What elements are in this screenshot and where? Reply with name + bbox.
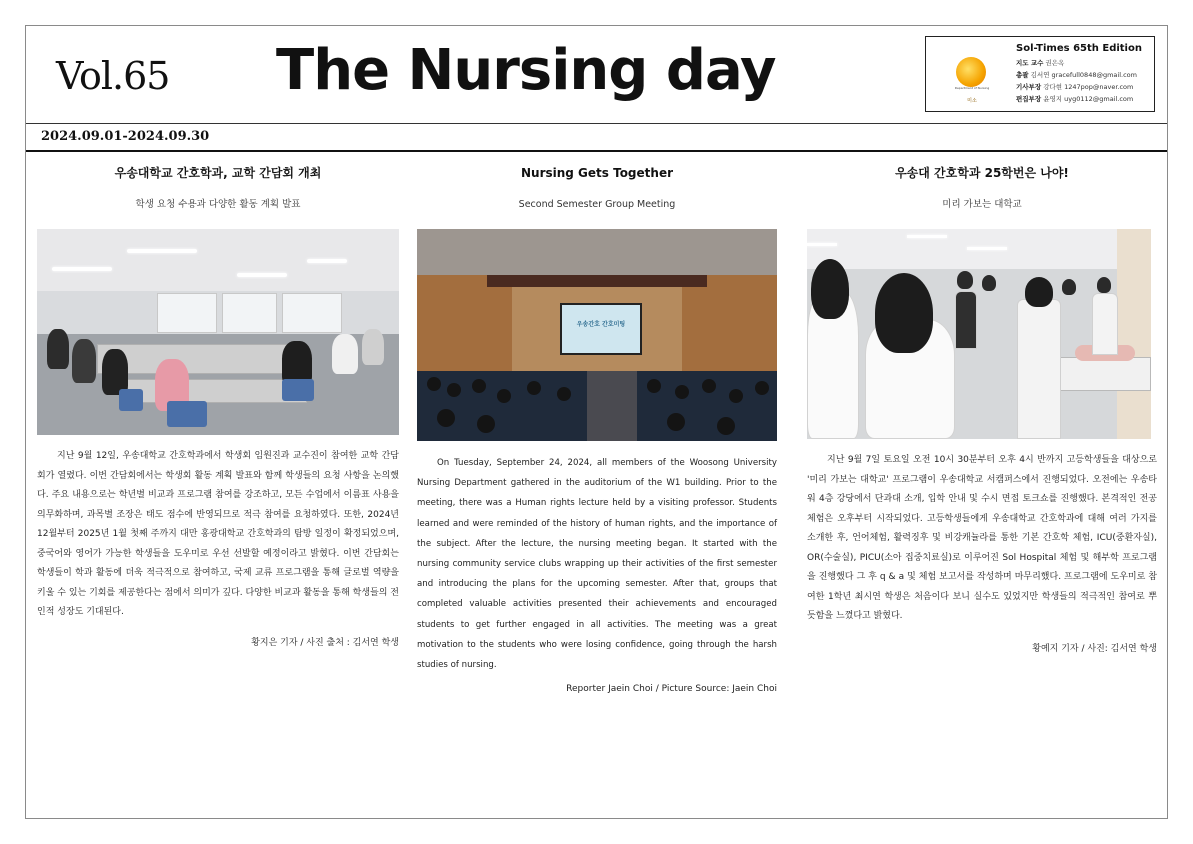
masthead [26,26,1167,124]
article-byline: Reporter Jaein Choi / Picture Source: Jaein Choi [566,684,777,695]
staff-role: 지도 교수 [1016,59,1044,67]
staff-role: 기사부장 [1016,83,1042,91]
nursing-lab-photo [807,229,1151,439]
date-bar [26,124,1167,152]
staff-row [1016,69,1154,81]
staff-value: 강다현 1247pop@naver.com [1043,83,1134,91]
article-body: On Tuesday, September 24, 2024, all members of the Woosong University Nursing Department gathered in the auditorium of the W1 building. Prior to the meeting, there was a Human rights lecture held by a visiting professor. Students learned and were reminded of the history of human rights, and the importance of the subject. After the lecture, the nursing meeting began. It started with the nursing community service clubs wrapping up their activities of the first semester and introducing the plans for the upcoming semester. After that, groups that completed valuable activities presented their achievements and encouraged students to get further engaged in all activities. The meeting was a great motivation to the students who were losing confidence, going through the harsh studies of nursing. [417,458,777,671]
screen-text: 우송간호 간호미팅 [576,321,626,328]
staff-row [1016,57,1154,69]
article-byline: 황예지 기자 / 사진: 김서연 학생 [1032,643,1157,654]
staff-row [1016,93,1154,105]
article-preview-university [807,164,1157,654]
volume-number: Vol.65 [56,54,170,98]
article-headline: 우송대 간호학과 25학번은 나야! [895,166,1069,180]
staff-role: 총괄 [1016,71,1029,79]
staff-list [1016,43,1154,105]
logo-caption: Department of Nursing [954,86,990,90]
issue-date-range: 2024.09.01-2024.09.30 [41,129,210,144]
article-subhead: Second Semester Group Meeting [518,199,676,210]
article-kyohak-meeting [37,164,399,648]
article-body: 지난 9월 12일, 우송대학교 간호학과에서 학생회 임원진과 교수진이 참여한 교학 간담회가 열렸다. 이번 간담회에서는 학생회 활동 계획 발표와 함께 학생들의 요청 사항을 논의했다. 주요 내용으로는 학년별 비교과 프로그램 참여를 강조하고, 모든 수업에서 이름표 사용을 의무화하며, 과목별 조장은 태도 점수에 반영되므로 적극 참여를 요청하였다. 또한, 2024년 12월부터 2025년 1월 첫째 주까지 대만 홍광대학교 간호학과의 탐방 일정이 확정되었으며, 중국어와 영어가 가능한 학생들을 도우미로 우선 선발할 예정이라고 밝혔다. 이번 간담회는 학생들이 학과 활동에 더욱 적극적으로 참여하고, 국제 교류 프로그램을 통해 글로벌 역량을 키울 수 있는 기회를 제공한다는 점에서 의미가 깊다. 다양한 비교과 활동을 통해 학생들의 전인적 성장도 기대된다. [37,451,399,617]
article-nursing-meeting [417,164,777,694]
newspaper-title: The Nursing day [276,38,776,103]
edition-title: Sol-Times 65th Edition [1016,43,1142,54]
staff-value: 김서연 gracefull0848@gmail.com [1030,71,1137,79]
article-headline: Nursing Gets Together [520,166,673,180]
auditorium-photo [417,229,777,441]
article-subhead: 학생 요청 수용과 다양한 활동 계획 발표 [135,199,301,210]
staff-row [1016,81,1154,93]
staff-value: 권은옥 [1045,59,1065,67]
article-body: 지난 9월 7일 토요일 오전 10시 30분부터 오후 4시 반까지 고등학생들을 대상으로 '미리 가보는 대학교' 프로그램이 우송대학교 서캠퍼스에서 진행되었다. 오전에는 우송타워 4층 강당에서 단과대 소개, 입학 안내 및 수시 면접 토크쇼를 진행했다. 본격적인 전공 체험은 오후부터 시작되었다. 고등학생들에게 우송대학교 간호학과에 대해 여러 가지를 소개한 후, 언어체험, 활력징후 및 비강캐뉼라를 통한 기본 간호학 체험, ICU(중환자실), OR(수술실), PICU(소아 집중치료실)로 이루어진 Sol Hospital 체험 및 해부학 프로그램을 진행했다 그 후 q & a 및 체험 보고서를 작성하며 마무리했다. 프로그램에 도우미로 참여한 1학년 최시연 학생은 처음이다 보니 실수도 있었지만 학생들의 적극적인 참여로 뿌듯함을 느꼈다고 밝혔다. [807,455,1157,621]
article-subhead: 미리 가보는 대학교 [942,199,1022,210]
article-headline: 우송대학교 간호학과, 교학 간담회 개최 [114,166,322,180]
logo-name: 미소 [967,98,977,104]
department-logo [948,53,996,105]
staff-value: 윤영지 uyg0112@gmail.com [1043,95,1134,103]
staff-role: 편집부장 [1016,95,1042,103]
presentation-screen [560,303,642,355]
newspaper-page [25,25,1168,819]
meeting-room-photo [37,229,399,435]
sun-logo-icon [956,57,986,87]
edition-info-box [925,36,1155,112]
article-byline: 황지은 기자 / 사진 출처 : 김서연 학생 [251,637,399,648]
